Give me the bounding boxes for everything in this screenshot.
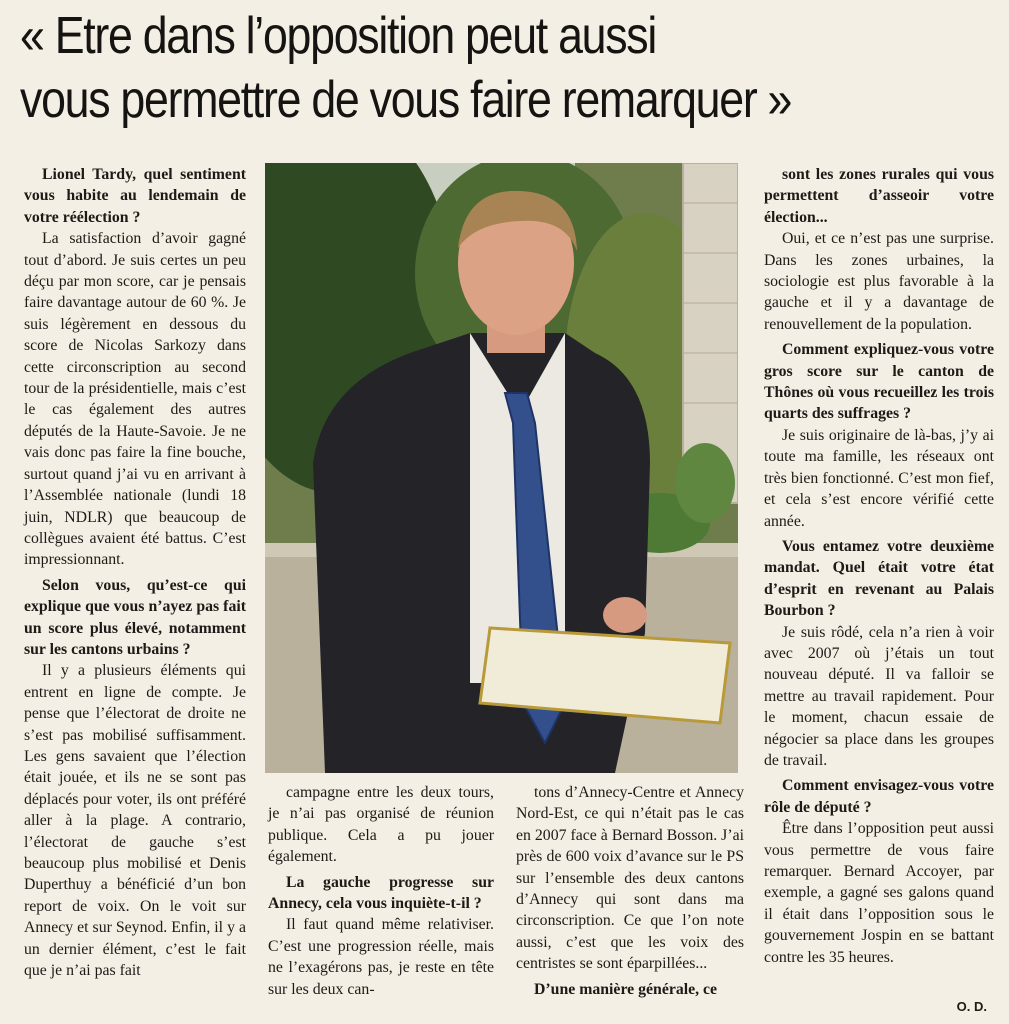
portrait-photo bbox=[265, 163, 738, 773]
interview-question: sont les zones rurales qui vous permettent d’asseoir votre élection... bbox=[764, 166, 994, 226]
interview-answer: La satisfaction d’avoir gagné tout d’abord. Je suis certes un peu déçu par mon score, car je pensais faire davantage autour de 60 %. Je suis légèrement en dessous du score de Nicolas Sarkozy dans cette circonscription au second tour de la présidentielle, mais c’est le cas également des autres députés de la Haute-Savoie. Je ne vais donc pas faire la fine bouche, surtout quand j’ai vu en arrivant à l’Assemblée nationale (lundi 18 juin, NDLR) que beaucoup de collègues avaient été battus. C’est impressionnant. bbox=[24, 230, 246, 569]
interview-question: Selon vous, qu’est-ce qui explique que vous n’ayez pas fait un score plus élevé, notamment sur les cantons urbains ? bbox=[24, 576, 246, 658]
interview-answer: Être dans l’opposition peut aussi vous permettre de vous faire remarquer. Bernard Accoyer, par exemple, a gagné ses galons quand il était dans l’opposition sous le gouvernement Jospin en se battant contre les 35 heures. bbox=[764, 820, 994, 966]
interview-question: Comment envisagez-vous votre rôle de député ? bbox=[764, 777, 994, 816]
interview-question: Lionel Tardy, quel sentiment vous habite au lendemain de votre réélection ? bbox=[24, 166, 246, 226]
column-3 bbox=[516, 782, 744, 1000]
adjacent-article-bleed bbox=[775, 0, 1009, 144]
column-1 bbox=[24, 160, 246, 981]
column-4 bbox=[764, 160, 994, 968]
interview-answer: Il faut quand même relativiser. C’est une progression réelle, mais ne l’exagérons pas, je reste en tête sur les deux can- bbox=[268, 916, 494, 998]
interview-answer: Je suis rôdé, cela n’a rien à voir avec 2007 où j’étais un tout nouveau député. Il va falloir se mettre au travail rapidement. Pour le moment, chacun essaie de négocier sa place dans les groupes de travail. bbox=[764, 623, 994, 769]
interview-answer: Il y a plusieurs éléments qui entrent en ligne de compte. Je pense que l’électorat de droite ne s’est pas mobilisé suffisamment. Les gens savaient que l’élection était jouée, et ils ne se sont pas déplacés pour voter, ils ont préféré aller à la plage. A contrario, l’électorat de gauche s’est beaucoup plus mobilisé et Denis Duperthuy a bénéficié d’un bon report de voix. On le voit sur Annecy et sur Seynod. Enfin, il y a un dernier élément, c’est le fait que je n’ai pas fait bbox=[24, 662, 246, 980]
interview-question: Vous entamez votre deuxième mandat. Quel était votre état d’esprit en revenant au Palais Bourbon ? bbox=[764, 537, 994, 620]
interview-question: Comment expliquez-vous votre gros score sur le canton de Thônes où vous recueillez les trois quarts des suffrages ? bbox=[764, 341, 994, 423]
interview-answer: Je suis originaire de là-bas, j’y ai toute ma famille, les réseaux ont très bien fonctionné. C’est mon fief, et cela s’est encore vérifié cette année. bbox=[764, 426, 994, 530]
column-2 bbox=[268, 782, 494, 1000]
headline bbox=[20, 4, 792, 132]
interview-answer: Oui, et ce n’est pas une surprise. Dans les zones urbaines, la sociologie est plus favorable à la gauche et il y a davantage de renouvellement de la population. bbox=[764, 230, 994, 333]
interview-answer: campagne entre les deux tours, je n’ai pas organisé de réunion publique. Cela a pu jouer également. bbox=[268, 784, 494, 866]
headline-line-2: vous permettre de vous faire remarquer » bbox=[20, 71, 792, 129]
author-signature: O. D. bbox=[956, 999, 987, 1014]
headline-line-1: « Etre dans l’opposition peut aussi bbox=[20, 7, 657, 65]
portrait-illustration bbox=[265, 163, 738, 773]
interview-question: La gauche progresse sur Annecy, cela vous inquiète-t-il ? bbox=[268, 873, 494, 913]
interview-question: D’une manière générale, ce bbox=[534, 980, 718, 998]
interview-answer: tons d’Annecy-Centre et Annecy Nord-Est, ce qui n’était pas le cas en 2007 face à Bernard Bosson. J’ai près de 600 voix d’avance sur le PS sur l’ensemble des deux cantons d’Annecy qui sont dans ma circonscription. Ce que l’on note aussi, c’est que les voix des centristes se sont éparpillées... bbox=[516, 784, 744, 973]
